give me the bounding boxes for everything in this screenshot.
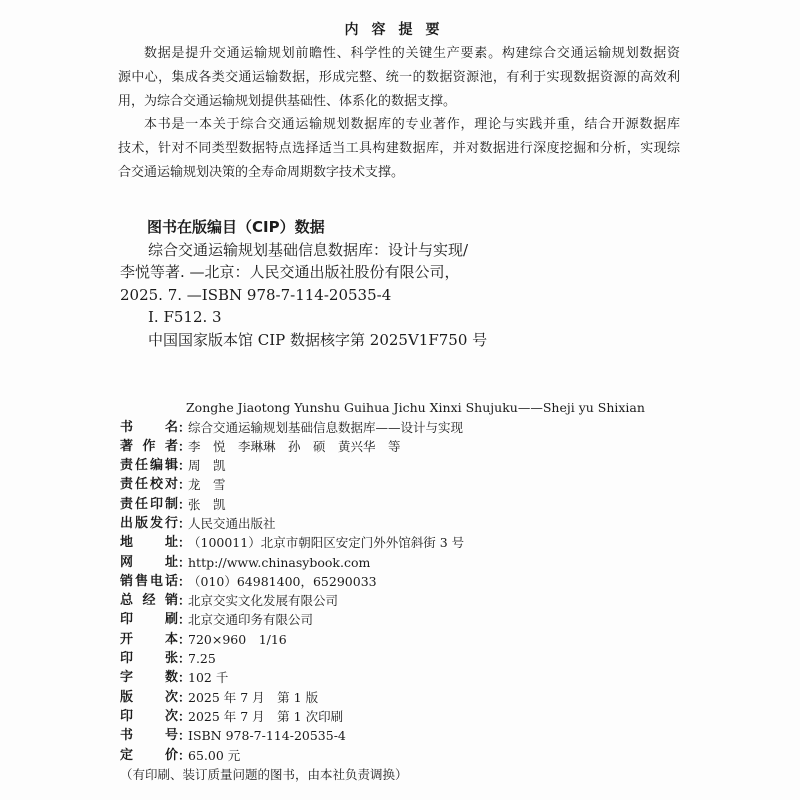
summary-line: 源中心，集成各类交通运输数据，形成完整、统一的数据资源池，有利于实现数据资源的高效利 — [118, 69, 680, 85]
colophon-label: 出版发行 — [120, 515, 178, 531]
colophon-label: 网址 — [120, 554, 178, 570]
colophon-value: 人民交通出版社 — [188, 515, 276, 531]
colophon-label: 书名 — [120, 419, 178, 435]
colophon-separator: ： — [178, 477, 191, 493]
pinyin-title: Zonghe Jiaotong Yunshu Guihua Jichu Xinxi Shujuku——Sheji yu Shixian — [186, 400, 645, 415]
colophon-value: ISBN 978-7-114-20535-4 — [188, 728, 346, 744]
colophon-value: 龙 雪 — [188, 477, 226, 493]
colophon-value: 102 千 — [188, 670, 229, 686]
summary-paragraph — [118, 42, 680, 113]
colophon-separator: ： — [178, 593, 191, 609]
summary-paragraph — [118, 113, 680, 184]
cip-line: 中国国家版本馆 CIP 数据核字第 2025V1F750 号 — [148, 330, 488, 349]
summary-line: 合交通运输规划决策的全寿命周期数字技术支撑。 — [118, 164, 405, 180]
colophon-separator: ： — [178, 708, 191, 724]
colophon-row — [120, 610, 760, 629]
colophon-label: 总经销 — [120, 593, 178, 609]
colophon-value: 65.00 元 — [188, 747, 241, 763]
colophon-label: 开本 — [120, 631, 178, 647]
colophon-row — [120, 553, 760, 572]
colophon-separator: ： — [178, 419, 191, 435]
colophon-row — [120, 649, 760, 668]
colophon-separator: ： — [178, 631, 191, 647]
colophon-label: 印刷 — [120, 612, 178, 628]
summary-line: 用，为综合交通运输规划提供基础性、体系化的数据支撑。 — [118, 93, 457, 109]
colophon-value: 2025 年 7 月 第 1 版 — [188, 689, 319, 705]
colophon-value: （100011）北京市朝阳区安定门外外馆斜街 3 号 — [188, 535, 465, 551]
colophon-table — [120, 418, 760, 785]
colophon-separator: ： — [178, 573, 191, 589]
summary-heading: 内容提要 — [344, 22, 453, 38]
cip-line: Ⅰ. F512. 3 — [148, 308, 222, 327]
colophon-row — [120, 533, 760, 552]
colophon-label: 责任印制 — [120, 496, 178, 512]
colophon-row — [120, 475, 760, 494]
summary-line: 本书是一本关于综合交通运输规划数据库的专业著作，理论与实践并重，结合开源数据库 — [144, 117, 680, 133]
colophon-row — [120, 726, 760, 745]
colophon-row — [120, 630, 760, 649]
colophon-row — [120, 668, 760, 687]
colophon-row — [120, 495, 760, 514]
colophon-separator: ： — [178, 554, 191, 570]
colophon-separator: ： — [178, 515, 191, 531]
colophon-row — [120, 572, 760, 591]
colophon-separator: ： — [178, 689, 191, 705]
colophon-label: 印次 — [120, 708, 178, 724]
colophon-separator: ： — [178, 458, 191, 474]
colophon-value: 2025 年 7 月 第 1 次印刷 — [188, 708, 344, 724]
colophon-label: 字数 — [120, 670, 178, 686]
colophon-value: 北京交实文化发展有限公司 — [188, 593, 339, 609]
colophon-value: 张 凯 — [188, 496, 226, 512]
colophon-row — [120, 437, 760, 456]
colophon-value: 7.25 — [188, 651, 216, 667]
cip-block — [120, 216, 720, 352]
quality-notice: （有印刷、装订质量问题的图书，由本社负责调换） — [120, 766, 408, 782]
colophon-separator: ： — [178, 438, 191, 454]
cip-heading: 图书在版编目（CIP）数据 — [147, 218, 325, 236]
colophon-separator: ： — [178, 747, 191, 763]
cip-line: 李悦等著. —北京：人民交通出版社股份有限公司， — [120, 263, 460, 282]
colophon-value: 周 凯 — [188, 458, 226, 474]
colophon-value: 720×960 1/16 — [188, 631, 287, 647]
colophon-value: （010）64981400，65290033 — [188, 573, 377, 589]
colophon-row — [120, 514, 760, 533]
cip-line: 2025. 7. —ISBN 978-7-114-20535-4 — [120, 285, 392, 304]
colophon-value: http://www.chinasybook.com — [188, 554, 371, 570]
colophon-label: 责任编辑 — [120, 458, 178, 474]
summary-line: 技术，针对不同类型数据特点选择适当工具构建数据库，并对数据进行深度挖掘和分析，实现综 — [118, 141, 680, 157]
colophon-label: 版次 — [120, 689, 178, 705]
colophon-row — [120, 591, 760, 610]
colophon-value: 李 悦 李琳琳 孙 硕 黄兴华 等 — [188, 438, 401, 454]
colophon-label: 著作者 — [120, 438, 178, 454]
colophon-label: 定价 — [120, 747, 178, 763]
colophon-row — [120, 707, 760, 726]
colophon-separator: ： — [178, 651, 191, 667]
colophon-label: 印张 — [120, 651, 178, 667]
colophon-separator: ： — [178, 728, 191, 744]
colophon-separator: ： — [178, 612, 191, 628]
colophon-separator: ： — [178, 535, 191, 551]
colophon-row — [120, 418, 760, 437]
colophon-label: 责任校对 — [120, 477, 178, 493]
colophon-label: 销售电话 — [120, 573, 178, 589]
colophon-row — [120, 456, 760, 475]
colophon-separator: ： — [178, 670, 191, 686]
colophon-value: 北京交通印务有限公司 — [188, 612, 314, 628]
colophon-row — [120, 746, 760, 765]
colophon-label: 书号 — [120, 728, 178, 744]
summary-text — [118, 42, 680, 185]
colophon-separator: ： — [178, 496, 191, 512]
colophon-value: 综合交通运输规划基础信息数据库——设计与实现 — [188, 419, 464, 435]
cip-line: 综合交通运输规划基础信息数据库：设计与实现/ — [148, 240, 469, 259]
colophon-label: 地址 — [120, 535, 178, 551]
summary-line: 数据是提升交通运输规划前瞻性、科学性的关键生产要素。构建综合交通运输规划数据资 — [144, 46, 680, 61]
colophon-row — [120, 688, 760, 707]
